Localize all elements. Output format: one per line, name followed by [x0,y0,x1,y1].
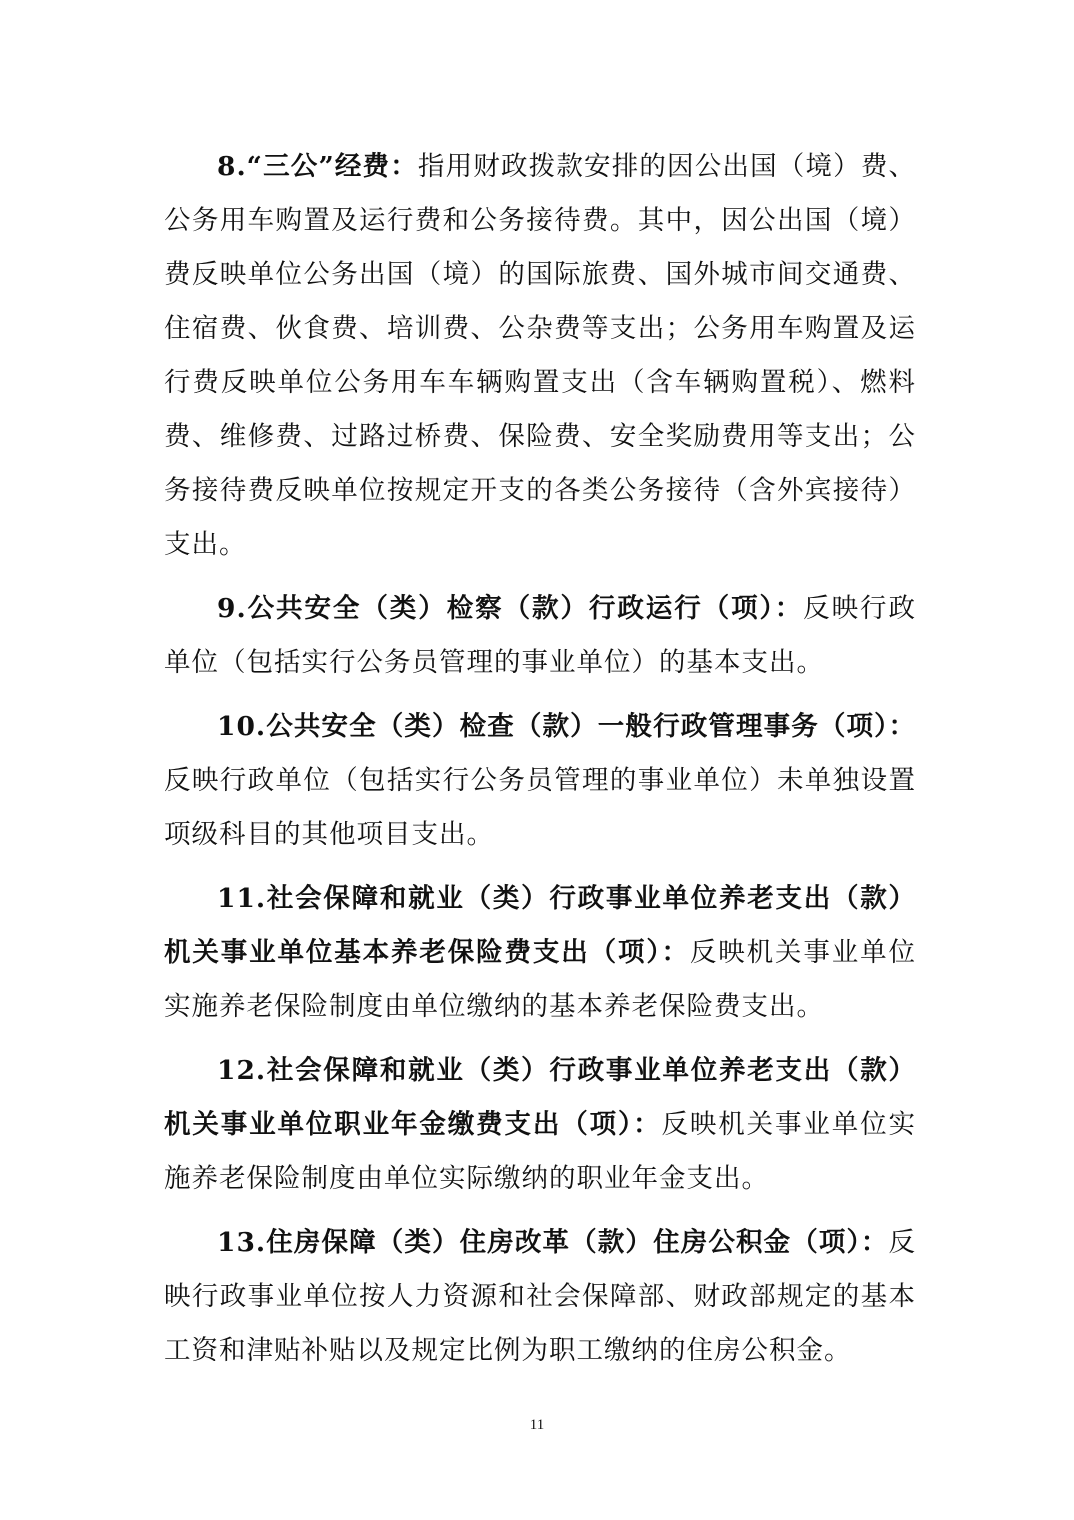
paragraph-8-sangong-expenses [164,140,916,572]
document-body [164,140,916,1388]
paragraph-description: 反映机关事业单位实施养老保险制度由单位实际缴纳的职业年金支出。 [164,1109,916,1194]
paragraph-13-housing-provident-fund [164,1216,916,1378]
paragraph-term: 10.公共安全（类）检查（款）一般行政管理事务（项）： [217,711,916,742]
paragraph-term: 12.社会保障和就业（类）行政事业单位养老支出（款）机关事业单位职业年金缴费支出（项）： [164,1055,916,1140]
paragraph-12-occupational-annuity [164,1044,916,1206]
paragraph-term: 13.住房保障（类）住房改革（款）住房公积金（项）： [217,1227,889,1258]
paragraph-term: 8.“三公”经费： [217,151,418,182]
paragraph-description: 反映机关事业单位实施养老保险制度由单位缴纳的基本养老保险费支出。 [164,937,916,1022]
paragraph-9-administrative-operation [164,582,916,690]
paragraph-description: 反映行政单位（包括实行公务员管理的事业单位）的基本支出。 [164,593,916,678]
paragraph-10-general-administration [164,700,916,862]
paragraph-description: 反映行政单位（包括实行公务员管理的事业单位）未单独设置项级科目的其他项目支出。 [164,765,916,850]
paragraph-11-basic-pension-insurance [164,872,916,1034]
paragraph-description: 指用财政拨款安排的因公出国（境）费、公务用车购置及运行费和公务接待费。其中，因公出国（境）费反映单位公务出国（境）的国际旅费、国外城市间交通费、住宿费、伙食费、培训费、公杂费等支出；公务用车购置及运行费反映单位公务用车车辆购置支出（含车辆购置税）、燃料费、维修费、过路过桥费、保险费、安全奖励费用等支出；公务接待费反映单位按规定开支的各类公务接待（含外宾接待）支出。 [164,151,916,560]
page-number: 11 [529,1417,545,1433]
paragraph-term: 9.公共安全（类）检察（款）行政运行（项）： [217,593,804,624]
paragraph-term: 11.社会保障和就业（类）行政事业单位养老支出（款）机关事业单位基本养老保险费支出（项）： [164,883,916,968]
paragraph-description: 反映行政事业单位按人力资源和社会保障部、财政部规定的基本工资和津贴补贴以及规定比例为职工缴纳的住房公积金。 [164,1227,916,1366]
